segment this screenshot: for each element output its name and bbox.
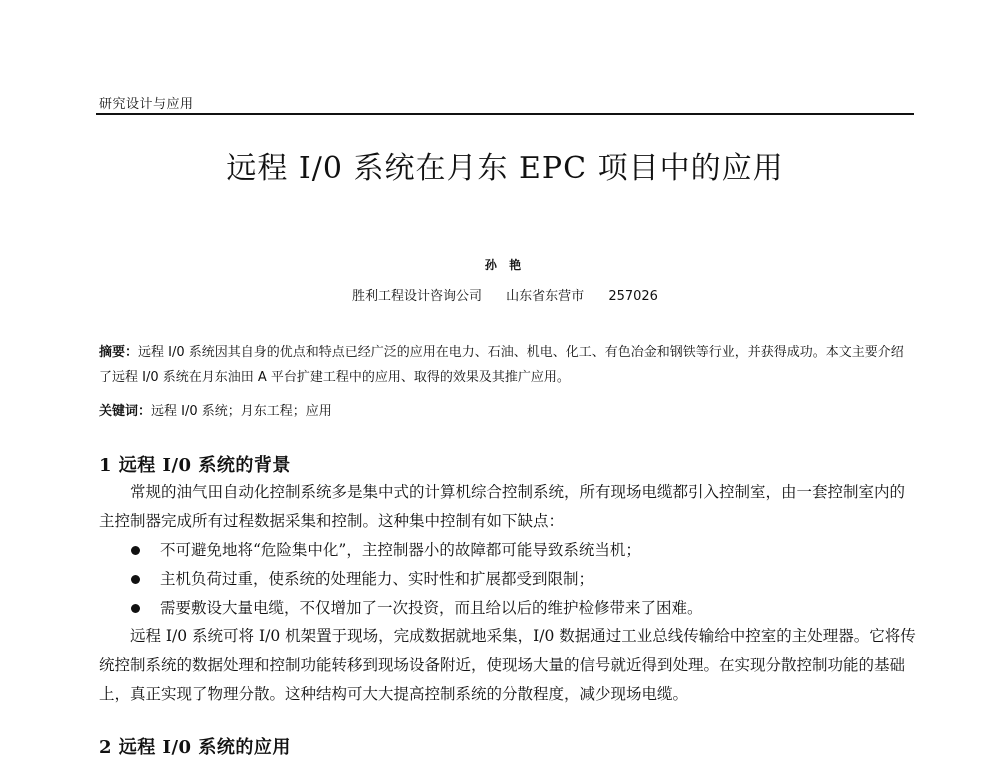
section-1-paragraph-1: 常规的油气田自动化控制系统多是集中式的计算机综合控制系统，所有现场电缆都引入控制室，由一套控制室内的主控制器完成所有过程数据采集和控制。这种集中控制有如下缺点：	[99, 483, 906, 530]
list-item	[131, 536, 703, 565]
list-item-text: 需要敷设大量电缆，不仅增加了一次投资，而且给以后的维护检修带来了困难。	[160, 599, 703, 617]
section-1-heading: 1 远程 I/0 系统的背景	[99, 455, 291, 476]
running-header: 研究设计与应用	[99, 97, 194, 112]
bullet-dot-icon	[131, 575, 140, 584]
abstract-text: 远程 I/0 系统因其自身的优点和特点已经广泛的应用在电力、石油、机电、化工、有色冶金和钢铁等行业，并获得成功。本文主要介绍了远程 I/0 系统在月东油田 A 平台扩建工程中的应用、取得的效果及其推广应用。	[99, 345, 904, 385]
keywords-label: 关键词：	[99, 404, 152, 419]
keywords-text: 远程 I/0 系统；月东工程；应用	[151, 404, 332, 419]
paper-title: 远程 I/0 系统在月东 EPC 项目中的应用	[226, 151, 784, 186]
keywords	[99, 400, 915, 419]
disadvantage-list	[131, 536, 703, 623]
list-item	[131, 565, 703, 594]
abstract	[99, 340, 915, 390]
section-1-paragraph-2: 远程 I/0 系统可将 I/0 机架置于现场，完成数据就地采集，I/0 数据通过工业总线传输给中控室的主处理器。它将传统控制系统的数据处理和控制功能转移到现场设备附近，使现场大量的信号就近得到处理。在实现分散控制功能的基础上，真正实现了物理分散。这种结构可大大提高控制系统的分散程度，减少现场电缆。	[99, 627, 916, 703]
bullet-dot-icon	[131, 546, 140, 555]
affiliation-postcode: 257026	[608, 289, 658, 304]
header-rule	[96, 113, 914, 115]
list-item-text: 主机负荷过重，使系统的处理能力、实时性和扩展都受到限制；	[160, 570, 595, 588]
abstract-label: 摘要：	[99, 345, 139, 360]
section-2-heading: 2 远程 I/0 系统的应用	[99, 737, 291, 758]
bullet-dot-icon	[131, 604, 140, 613]
affiliation-organization: 胜利工程设计咨询公司	[352, 289, 483, 304]
author-name: 孙 艳	[484, 258, 526, 272]
list-item-text: 不可避免地将“危险集中化”，主控制器小的故障都可能导致系统当机；	[160, 541, 641, 559]
list-item	[131, 594, 703, 623]
affiliation-location: 山东省东营市	[506, 289, 585, 304]
affiliation	[96, 285, 914, 304]
